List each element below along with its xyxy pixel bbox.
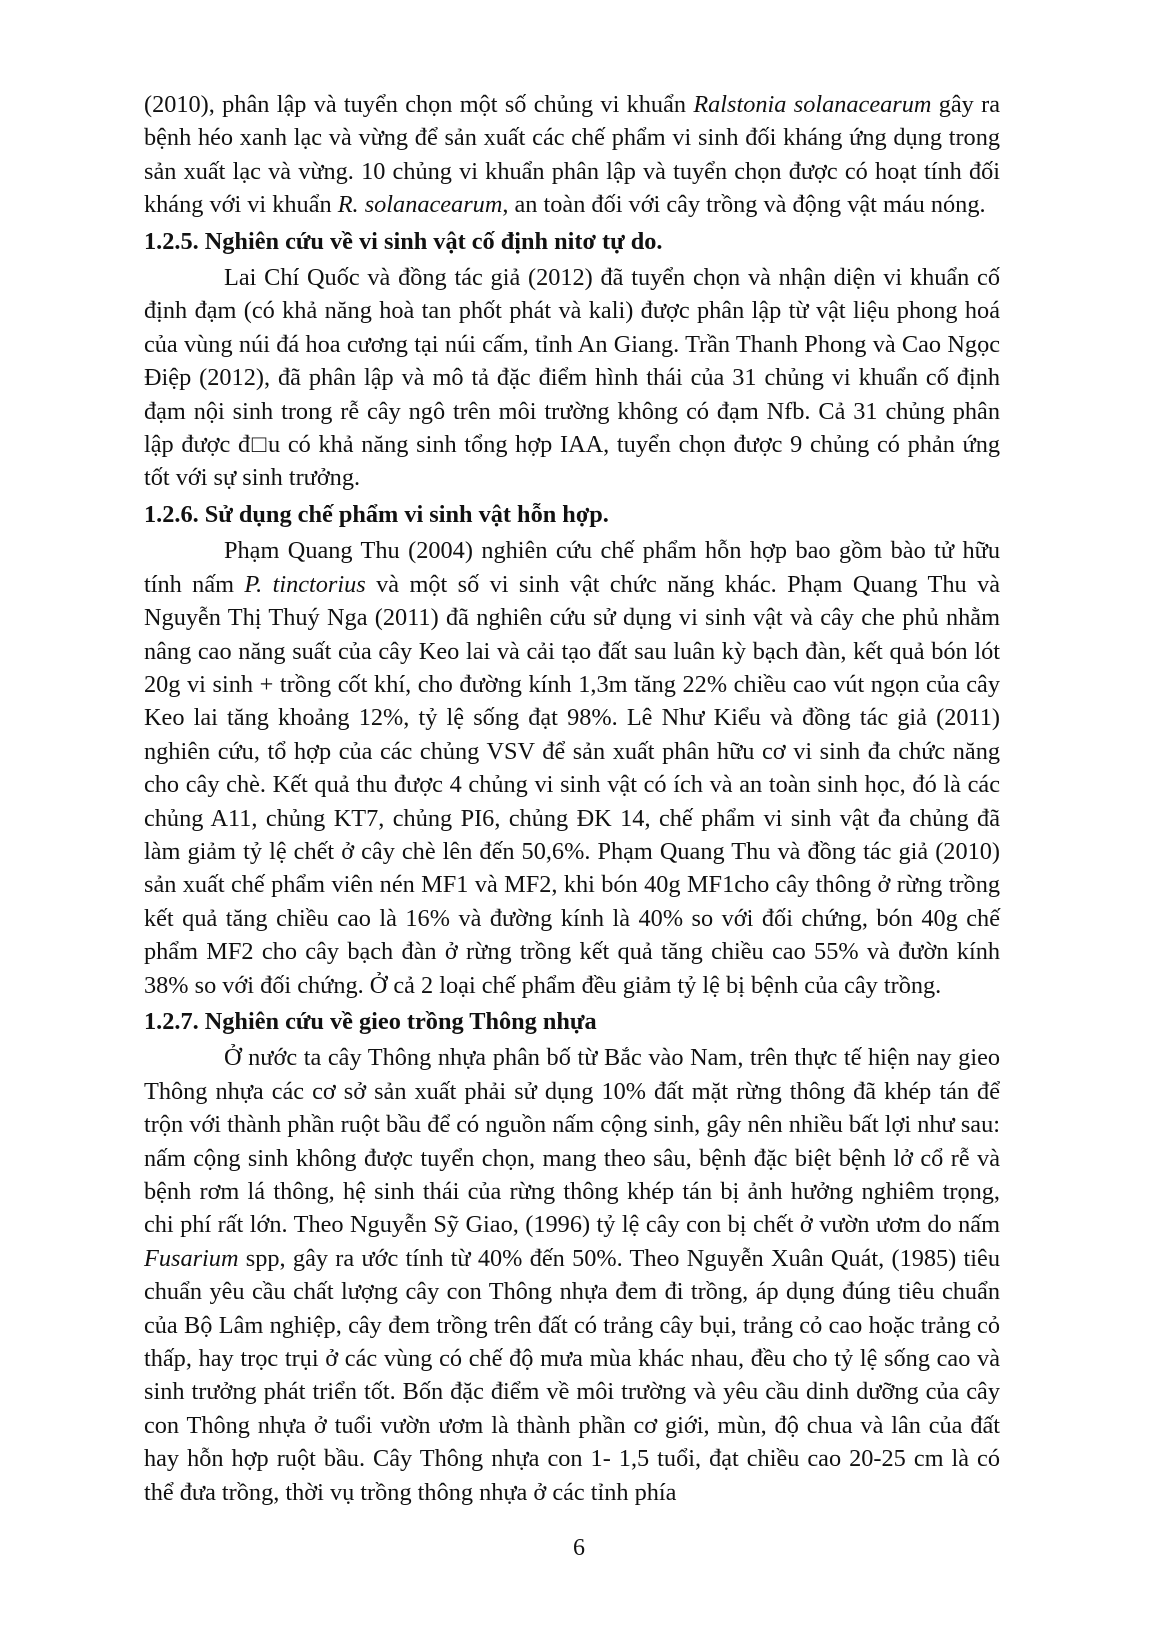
- species-name: Fusarium: [144, 1244, 239, 1272]
- paragraph-mixed-products: Phạm Quang Thu (2004) nghiên cứu chế phẩm hỗn hợp bao gồm bào tử hữu tính nấm P. tinctorius và một số vi sinh vật chức năng khác. Phạm Quang Thu và Nguyễn Thị Thuý Nga (2011) đã nghiên cứu sử dụng vi sinh vật và cây che phủ nhằm nâng cao năng suất của cây Keo lai và cải tạo đất sau luân kỳ bạch đàn, kết quả bón lót 20g vi sinh + trồng cốt khí, cho đường kính 1,3m tăng 22% chiều cao vút ngọn của cây Keo lai tăng khoảng 12%, tỷ lệ sống đạt 98%. Lê Như Kiểu và đồng tác giả (2011) nghiên cứu, tổ hợp của các chủng VSV để sản xuất phân hữu cơ vi sinh đa chức năng cho cây chè. Kết quả thu được 4 chủng vi sinh vật có ích và an toàn sinh học, đó là các chủng A11, chủng KT7, chủng PI6, chủng ĐK 14, chế phẩm vi sinh vật đa chủng đã làm giảm tỷ lệ chết ở cây chè lên đến 50,6%. Phạm Quang Thu và đồng tác giả (2010) sản xuất chế phẩm viên nén MF1 và MF2, khi bón 40g MF1cho cây thông ở rừng trồng kết quả tăng chiều cao là 16% và đường kính là 40% so với đối chứng, bón 40g chế phẩm MF2 cho cây bạch đàn ở rừng trồng kết quả tăng chiều cao 55% và đườn kính 38% so với đối chứng. Ở cả 2 loại chế phẩm đều giảm tỷ lệ bị bệnh của cây trồng.: [144, 537, 1000, 999]
- species-name: Ralstonia solanacearum: [693, 91, 932, 118]
- document-page: [144, 88, 1000, 1509]
- page-number: 6: [573, 1535, 585, 1561]
- species-name: R. solanacearum: [337, 191, 503, 219]
- paragraph-nitrogen-fixing: Lai Chí Quốc và đồng tác giả (2012) đã tuyển chọn và nhận diện vi khuẩn cố định đạm (có khả năng hoà tan phốt phát và kali) được phân lập từ vật liệu phong hoá của vùng núi đá hoa cương tại núi cấm, tỉnh An Giang. Trần Thanh Phong và Cao Ngọc Điệp (2012), đã phân lập và mô tả đặc điểm hình thái của 31 chủng vi khuẩn cố định đạm nội sinh trong rễ cây ngô trên môi trường không có đạm Nfb. Cả 31 chủng phân lập được đ□u có khả năng sinh tổng hợp IAA, tuyển chọn được 9 chủng có phản ứng tốt với sự sinh trưởng.: [144, 264, 1000, 492]
- paragraph-pine-planting: Ở nước ta cây Thông nhựa phân bố từ Bắc vào Nam, trên thực tế hiện nay gieo Thông nhựa các cơ sở sản xuất phải sử dụng 10% đất mặt rừng thông đã khép tán để trộn với thành phần ruột bầu để có nguồn nấm cộng sinh, gây nên nhiều bất lợi như sau: nấm cộng sinh không được tuyển chọn, mang theo sâu, bệnh đặc biệt bệnh lở cổ rễ và bệnh rơm lá thông, hệ sinh thái của rừng thông khép tán bị ảnh hưởng nghiêm trọng, chi phí rất lớn. Theo Nguyễn Sỹ Giao, (1996) tỷ lệ cây con bị chết ở vườn ươm do nấm Fusarium spp, gây ra ước tính từ 40% đến 50%. Theo Nguyễn Xuân Quát, (1985) tiêu chuẩn yêu cầu chất lượng cây con Thông nhựa đem đi trồng, áp dụng đúng tiêu chuẩn của Bộ Lâm nghiệp, cây đem trồng trên đất có trảng cây bụi, trảng cỏ cao hoặc trảng cỏ thấp, hay trọc trụi ở các vùng có chế độ mưa mùa khác nhau, đều cho tỷ lệ sống cao và sinh trưởng phát triển tốt. Bốn đặc điểm về môi trường và yêu cầu dinh dưỡng của cây con Thông nhựa ở tuổi vườn ươm là thành phần cơ giới, mùn, độ chua và lân của đất hay hỗn hợp ruột bầu. Cây Thông nhựa con 1- 1,5 tuổi, đạt chiều cao 20-25 cm là có thể đưa trồng, thời vụ trồng thông nhựa ở các tỉnh phía: [144, 1044, 1000, 1506]
- section-heading-1-2-6: 1.2.6. Sử dụng chế phẩm vi sinh vật hỗn hợp.: [144, 500, 609, 528]
- paragraph-ralstonia: (2010), phân lập và tuyển chọn một số chủng vi khuẩn Ralstonia solanacearum gây ra bệnh héo xanh lạc và vừng để sản xuất các chế phẩm vi sinh đối kháng ứng dụng trong sản xuất lạc và vừng. 10 chủng vi khuẩn phân lập và tuyển chọn được có hoạt tính đối kháng với vi khuẩn R. solanacearum, an toàn đối với cây trồng và động vật máu nóng.: [144, 91, 1001, 219]
- section-heading-1-2-5: 1.2.5. Nghiên cứu về vi sinh vật cố định nitơ tự do.: [144, 227, 663, 255]
- species-name: P. tinctorius: [244, 570, 366, 598]
- section-heading-1-2-7: 1.2.7. Nghiên cứu về gieo trồng Thông nhựa: [144, 1007, 597, 1035]
